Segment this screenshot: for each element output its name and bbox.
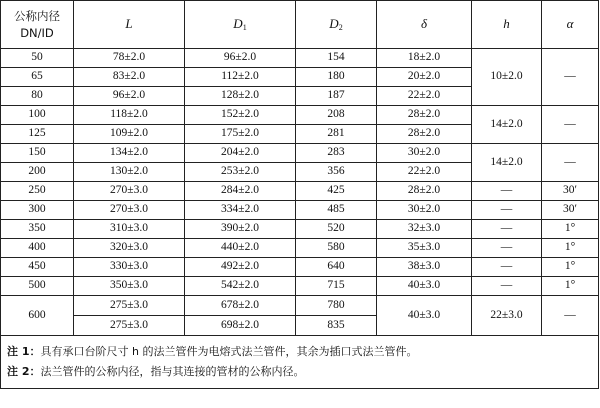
- cell-D1: 542±2.0: [185, 277, 296, 296]
- cell-D1: 175±2.0: [185, 125, 296, 144]
- cell-D1: 440±2.0: [185, 239, 296, 258]
- cell-D1: 152±2.0: [185, 106, 296, 125]
- table-row: [1, 239, 599, 258]
- cell-alpha: 1°: [542, 239, 599, 258]
- cell-L: 310±3.0: [74, 220, 185, 239]
- cell-delta: 30±2.0: [377, 144, 472, 163]
- note-2-label: 注 2：: [7, 365, 41, 378]
- cell-L: 320±3.0: [74, 239, 185, 258]
- cell-dn: 450: [1, 258, 74, 277]
- header-dn-line2: DN/ID: [20, 25, 54, 40]
- cell-dn: 500: [1, 277, 74, 296]
- table-row: [1, 106, 599, 125]
- cell-D1: 96±2.0: [185, 49, 296, 68]
- notes-cell: [1, 336, 599, 389]
- table-row: [1, 296, 599, 316]
- cell-D2: 180: [296, 68, 377, 87]
- cell-dn: 300: [1, 201, 74, 220]
- cell-D1: 678±2.0: [185, 296, 296, 316]
- cell-alpha: 30′: [542, 182, 599, 201]
- cell-L: 275±3.0: [74, 316, 185, 336]
- cell-D1: 204±2.0: [185, 144, 296, 163]
- cell-h: 22±3.0: [472, 296, 542, 336]
- cell-alpha: —: [542, 144, 599, 182]
- cell-delta: 20±2.0: [377, 68, 472, 87]
- cell-delta: 40±3.0: [377, 296, 472, 336]
- cell-D2: 154: [296, 49, 377, 68]
- cell-h: —: [472, 220, 542, 239]
- cell-L: 109±2.0: [74, 125, 185, 144]
- cell-delta: 30±2.0: [377, 201, 472, 220]
- header-D2: $D_2$: [296, 1, 377, 49]
- cell-dn: 50: [1, 49, 74, 68]
- cell-D1: 698±2.0: [185, 316, 296, 336]
- cell-delta: 18±2.0: [377, 49, 472, 68]
- header-D1: $D_1$: [185, 1, 296, 49]
- table-row: [1, 182, 599, 201]
- cell-D2: 356: [296, 163, 377, 182]
- cell-L: 350±3.0: [74, 277, 185, 296]
- cell-delta: 38±3.0: [377, 258, 472, 277]
- cell-L: 270±3.0: [74, 182, 185, 201]
- cell-h: —: [472, 182, 542, 201]
- notes-row: [1, 336, 599, 389]
- cell-D1: 492±2.0: [185, 258, 296, 277]
- cell-alpha: —: [542, 49, 599, 106]
- header-h: h: [472, 1, 542, 49]
- cell-D2: 835: [296, 316, 377, 336]
- cell-h: —: [472, 258, 542, 277]
- cell-alpha: 1°: [542, 277, 599, 296]
- cell-dn: 100: [1, 106, 74, 125]
- cell-alpha: —: [542, 106, 599, 144]
- cell-D1: 253±2.0: [185, 163, 296, 182]
- cell-D2: 485: [296, 201, 377, 220]
- cell-dn: 125: [1, 125, 74, 144]
- cell-D1: 334±2.0: [185, 201, 296, 220]
- note-2-text: 法兰管件的公称内径，指与其连接的管材的公称内径。: [40, 365, 305, 378]
- cell-L: 78±2.0: [74, 49, 185, 68]
- cell-dn: 600: [1, 296, 74, 336]
- cell-D2: 187: [296, 87, 377, 106]
- table-row: [1, 277, 599, 296]
- cell-h: 14±2.0: [472, 144, 542, 182]
- cell-L: 134±2.0: [74, 144, 185, 163]
- cell-h: —: [472, 277, 542, 296]
- note-2: [7, 362, 598, 382]
- cell-h: —: [472, 201, 542, 220]
- cell-L: 96±2.0: [74, 87, 185, 106]
- cell-alpha: —: [542, 296, 599, 336]
- cell-delta: 40±3.0: [377, 277, 472, 296]
- note-1-text: 具有承口台阶尺寸 h 的法兰管件为电熔式法兰管件，其余为插口式法兰管件。: [40, 345, 418, 358]
- cell-dn: 65: [1, 68, 74, 87]
- cell-L: 130±2.0: [74, 163, 185, 182]
- cell-dn: 200: [1, 163, 74, 182]
- cell-L: 275±3.0: [74, 296, 185, 316]
- cell-delta: 35±3.0: [377, 239, 472, 258]
- cell-h: 14±2.0: [472, 106, 542, 144]
- cell-delta: 28±2.0: [377, 182, 472, 201]
- table-row: [1, 220, 599, 239]
- table-row: [1, 258, 599, 277]
- note-1: [7, 342, 598, 362]
- cell-L: 270±3.0: [74, 201, 185, 220]
- cell-L: 330±3.0: [74, 258, 185, 277]
- header-alpha: α: [542, 1, 599, 49]
- cell-D1: 284±2.0: [185, 182, 296, 201]
- cell-dn: 150: [1, 144, 74, 163]
- cell-delta: 32±3.0: [377, 220, 472, 239]
- cell-alpha: 30′: [542, 201, 599, 220]
- cell-alpha: 1°: [542, 220, 599, 239]
- cell-D2: 208: [296, 106, 377, 125]
- cell-D2: 425: [296, 182, 377, 201]
- cell-alpha: 1°: [542, 258, 599, 277]
- cell-D1: 112±2.0: [185, 68, 296, 87]
- table-row: [1, 144, 599, 163]
- table-row: [1, 201, 599, 220]
- header-delta: δ: [377, 1, 472, 49]
- cell-D2: 283: [296, 144, 377, 163]
- header-dn-line1: 公称内径: [14, 8, 60, 23]
- cell-D1: 390±2.0: [185, 220, 296, 239]
- cell-D2: 580: [296, 239, 377, 258]
- cell-D2: 281: [296, 125, 377, 144]
- cell-dn: 250: [1, 182, 74, 201]
- cell-L: 83±2.0: [74, 68, 185, 87]
- cell-delta: 28±2.0: [377, 106, 472, 125]
- header-L: L: [74, 1, 185, 49]
- note-1-label: 注 1：: [7, 345, 41, 358]
- cell-dn: 400: [1, 239, 74, 258]
- cell-delta: 22±2.0: [377, 87, 472, 106]
- header-dn: [1, 1, 74, 49]
- cell-dn: 80: [1, 87, 74, 106]
- cell-D2: 640: [296, 258, 377, 277]
- cell-D2: 780: [296, 296, 377, 316]
- cell-D2: 715: [296, 277, 377, 296]
- cell-delta: 28±2.0: [377, 125, 472, 144]
- cell-L: 118±2.0: [74, 106, 185, 125]
- cell-dn: 350: [1, 220, 74, 239]
- cell-D1: 128±2.0: [185, 87, 296, 106]
- table-row: [1, 49, 599, 68]
- cell-h: 10±2.0: [472, 49, 542, 106]
- cell-h: —: [472, 239, 542, 258]
- header-row: [1, 1, 599, 49]
- cell-delta: 22±2.0: [377, 163, 472, 182]
- cell-D2: 520: [296, 220, 377, 239]
